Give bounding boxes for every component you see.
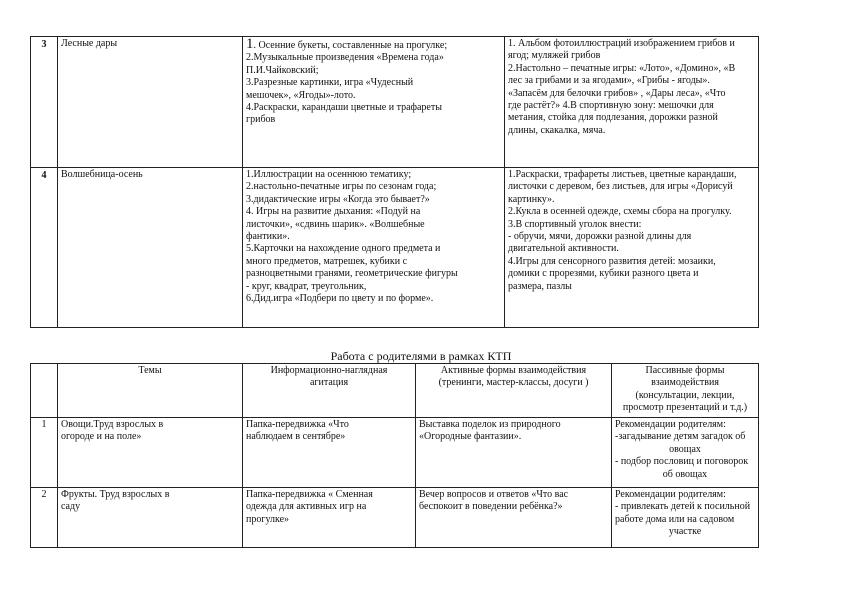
cell-line: двигательной активности. [508,243,619,255]
table-row [31,488,759,548]
table-row [31,37,759,168]
cell-line: - привлекать детей к посильной [615,501,751,513]
cell-line: прогулке» [246,513,290,525]
cell-line: Овощи.Труд взрослых в [61,419,164,430]
section-title: Работа с родителями в рамках КТП [330,349,512,363]
cell-line: (консультации, лекции, [635,389,735,401]
cell-line: Фрукты. Труд взрослых в [61,489,170,500]
cell-line: 1.Иллюстрации на осеннюю тематику; [246,169,412,180]
parents-work-table [30,363,759,548]
cell-line: картинку». [508,193,555,205]
cell-line: работе дома или на садовом [615,513,735,525]
cell-line: Активные формы взаимодействия [440,365,587,376]
cell-line: домики с прорезями, кубики разного цвета и [508,268,699,280]
cell-line: листочки», «сдвинь шарик». «Волшебные [246,218,425,230]
cell-line: -загадывание детям загадок об [615,431,746,443]
cell-line: Выставка поделок из природного [419,419,561,430]
header-num-cell [31,364,58,418]
cell-line: где растёт?» 4.В спортивную зону: мешочки для [508,100,714,112]
cell-line: 3.дидактические игры «Когда это бывает?» [246,193,430,205]
row-number: 1 [31,418,58,488]
cell-line: 2.настольно-печатные игры по сезонам года; [246,181,437,193]
cell-line: размера, пазлы [508,280,572,292]
cell-line: овощах [669,443,701,455]
cell-line: мешочек», «Ягоды»-лото. [246,89,356,101]
cell-line: (тренинги, мастер-классы, досуги ) [438,377,589,389]
cell-line: 1. Альбом фотоиллюстраций изображением грибов и [508,38,735,49]
materials-table [30,36,759,328]
info-cell [243,418,416,488]
cell-line: фантики». [246,231,290,243]
cell-line: лес за грибами и за ягодами», «Грибы - ягоды». [508,75,710,87]
cell-line: Пассивные формы [645,365,725,376]
header-info [243,364,416,418]
header-themes: Темы [58,364,243,418]
list-number: 1 [246,36,254,52]
active-cell [416,418,612,488]
cell-line: 4. Игры на развитие дыхания: «Подуй на [246,206,421,218]
cell-line: 3.Разрезные картинки, игра «Чудесный [246,77,414,89]
cell-line: 2.Музыкальные произведения «Времена года» [246,52,444,64]
cell-line: грибов [246,114,276,126]
cell-line: 2.Настольно – печатные игры: «Лото», «Домино», «В [508,62,736,74]
passive-cell [612,488,759,548]
cell-line: саду [61,501,81,513]
cell-line: длины, скакалка, мяча. [508,124,606,136]
theme-cell [58,418,243,488]
cell-line: 3.В спортивный уголок внести: [508,218,642,230]
cell-line: Информационно-наглядная [270,365,388,376]
cell-line: «Запасём для белочки грибов» , «Дары леса», «Что [508,87,726,99]
row-number: 3 [31,37,58,168]
cell-line: агитация [309,377,349,389]
cell-line: Рекомендации родителям: [615,419,726,430]
cell-line: - круг, квадрат, треугольник, [246,280,367,292]
cell-line: просмотр презентаций и т.д.) [622,402,748,414]
cell-line: огороде и на поле» [61,431,142,443]
table-row [31,168,759,328]
cell-line: 6.Дид.игра «Подбери по цвету и по форме». [246,293,434,305]
theme-cell [58,488,243,548]
row-number: 2 [31,488,58,548]
cell-line: П.И.Чайковский; [246,64,319,76]
cell-line: - обручи, мячи, дорожки разной длины для [508,231,692,243]
cell-line: одежда для активных игр на [246,501,367,513]
cell-line: 2.Кукла в осенней одежде, схемы сбора на прогулку. [508,206,732,218]
cell-line: ягод; муляжей грибов [508,50,601,62]
cell-line: - подбор пословиц и поговорок [615,456,749,468]
row-number: 4 [31,168,58,328]
table-row [31,418,759,488]
environment-cell [505,168,759,328]
passive-cell [612,418,759,488]
header-passive [612,364,759,418]
cell-line: «Огородные фантазии». [419,431,522,443]
cell-line: участке [668,526,702,538]
cell-line: взаимодействия [651,377,719,389]
cell-line: 4.Игры для сенсорного развития детей: мозаики, [508,255,716,267]
materials-cell [243,168,505,328]
environment-cell [505,37,759,168]
cell-line: разноцветными гранями, геометрические фигуры [246,268,458,280]
active-cell [416,488,612,548]
header-active [416,364,612,418]
theme-cell: Волшебница-осень [58,168,243,328]
cell-line: Вечер вопросов и ответов «Что вас [419,489,569,500]
cell-line: 1.Раскраски, трафареты листьев, цветные карандаши, [508,169,737,180]
cell-line: беспокоит в поведении ребёнка?» [419,501,563,513]
cell-line: метания, стойка для подлезания, дорожки разной [508,112,718,124]
header-row [31,364,759,418]
cell-line: много предметов, матрешек, кубики с [246,255,408,267]
cell-line: листочки с деревом, без листьев, для игры «Дорисуй [508,181,733,193]
cell-line: наблюдаем в сентябре» [246,431,346,443]
info-cell [243,488,416,548]
cell-line: об овощах [662,468,708,480]
cell-line: 5.Карточки на нахождение одного предмета и [246,243,441,255]
cell-line: Рекомендации родителям: [615,489,726,500]
cell-line: Папка-передвижка «Что [246,419,349,430]
theme-cell: Лесные дары [58,37,243,168]
cell-line: Папка-передвижка « Сменная [246,489,373,500]
cell-line: . Осенние букеты, составленные на прогулке; [253,40,448,51]
materials-cell [243,37,505,168]
cell-line: 4.Раскраски, карандаши цветные и трафареты [246,102,442,114]
